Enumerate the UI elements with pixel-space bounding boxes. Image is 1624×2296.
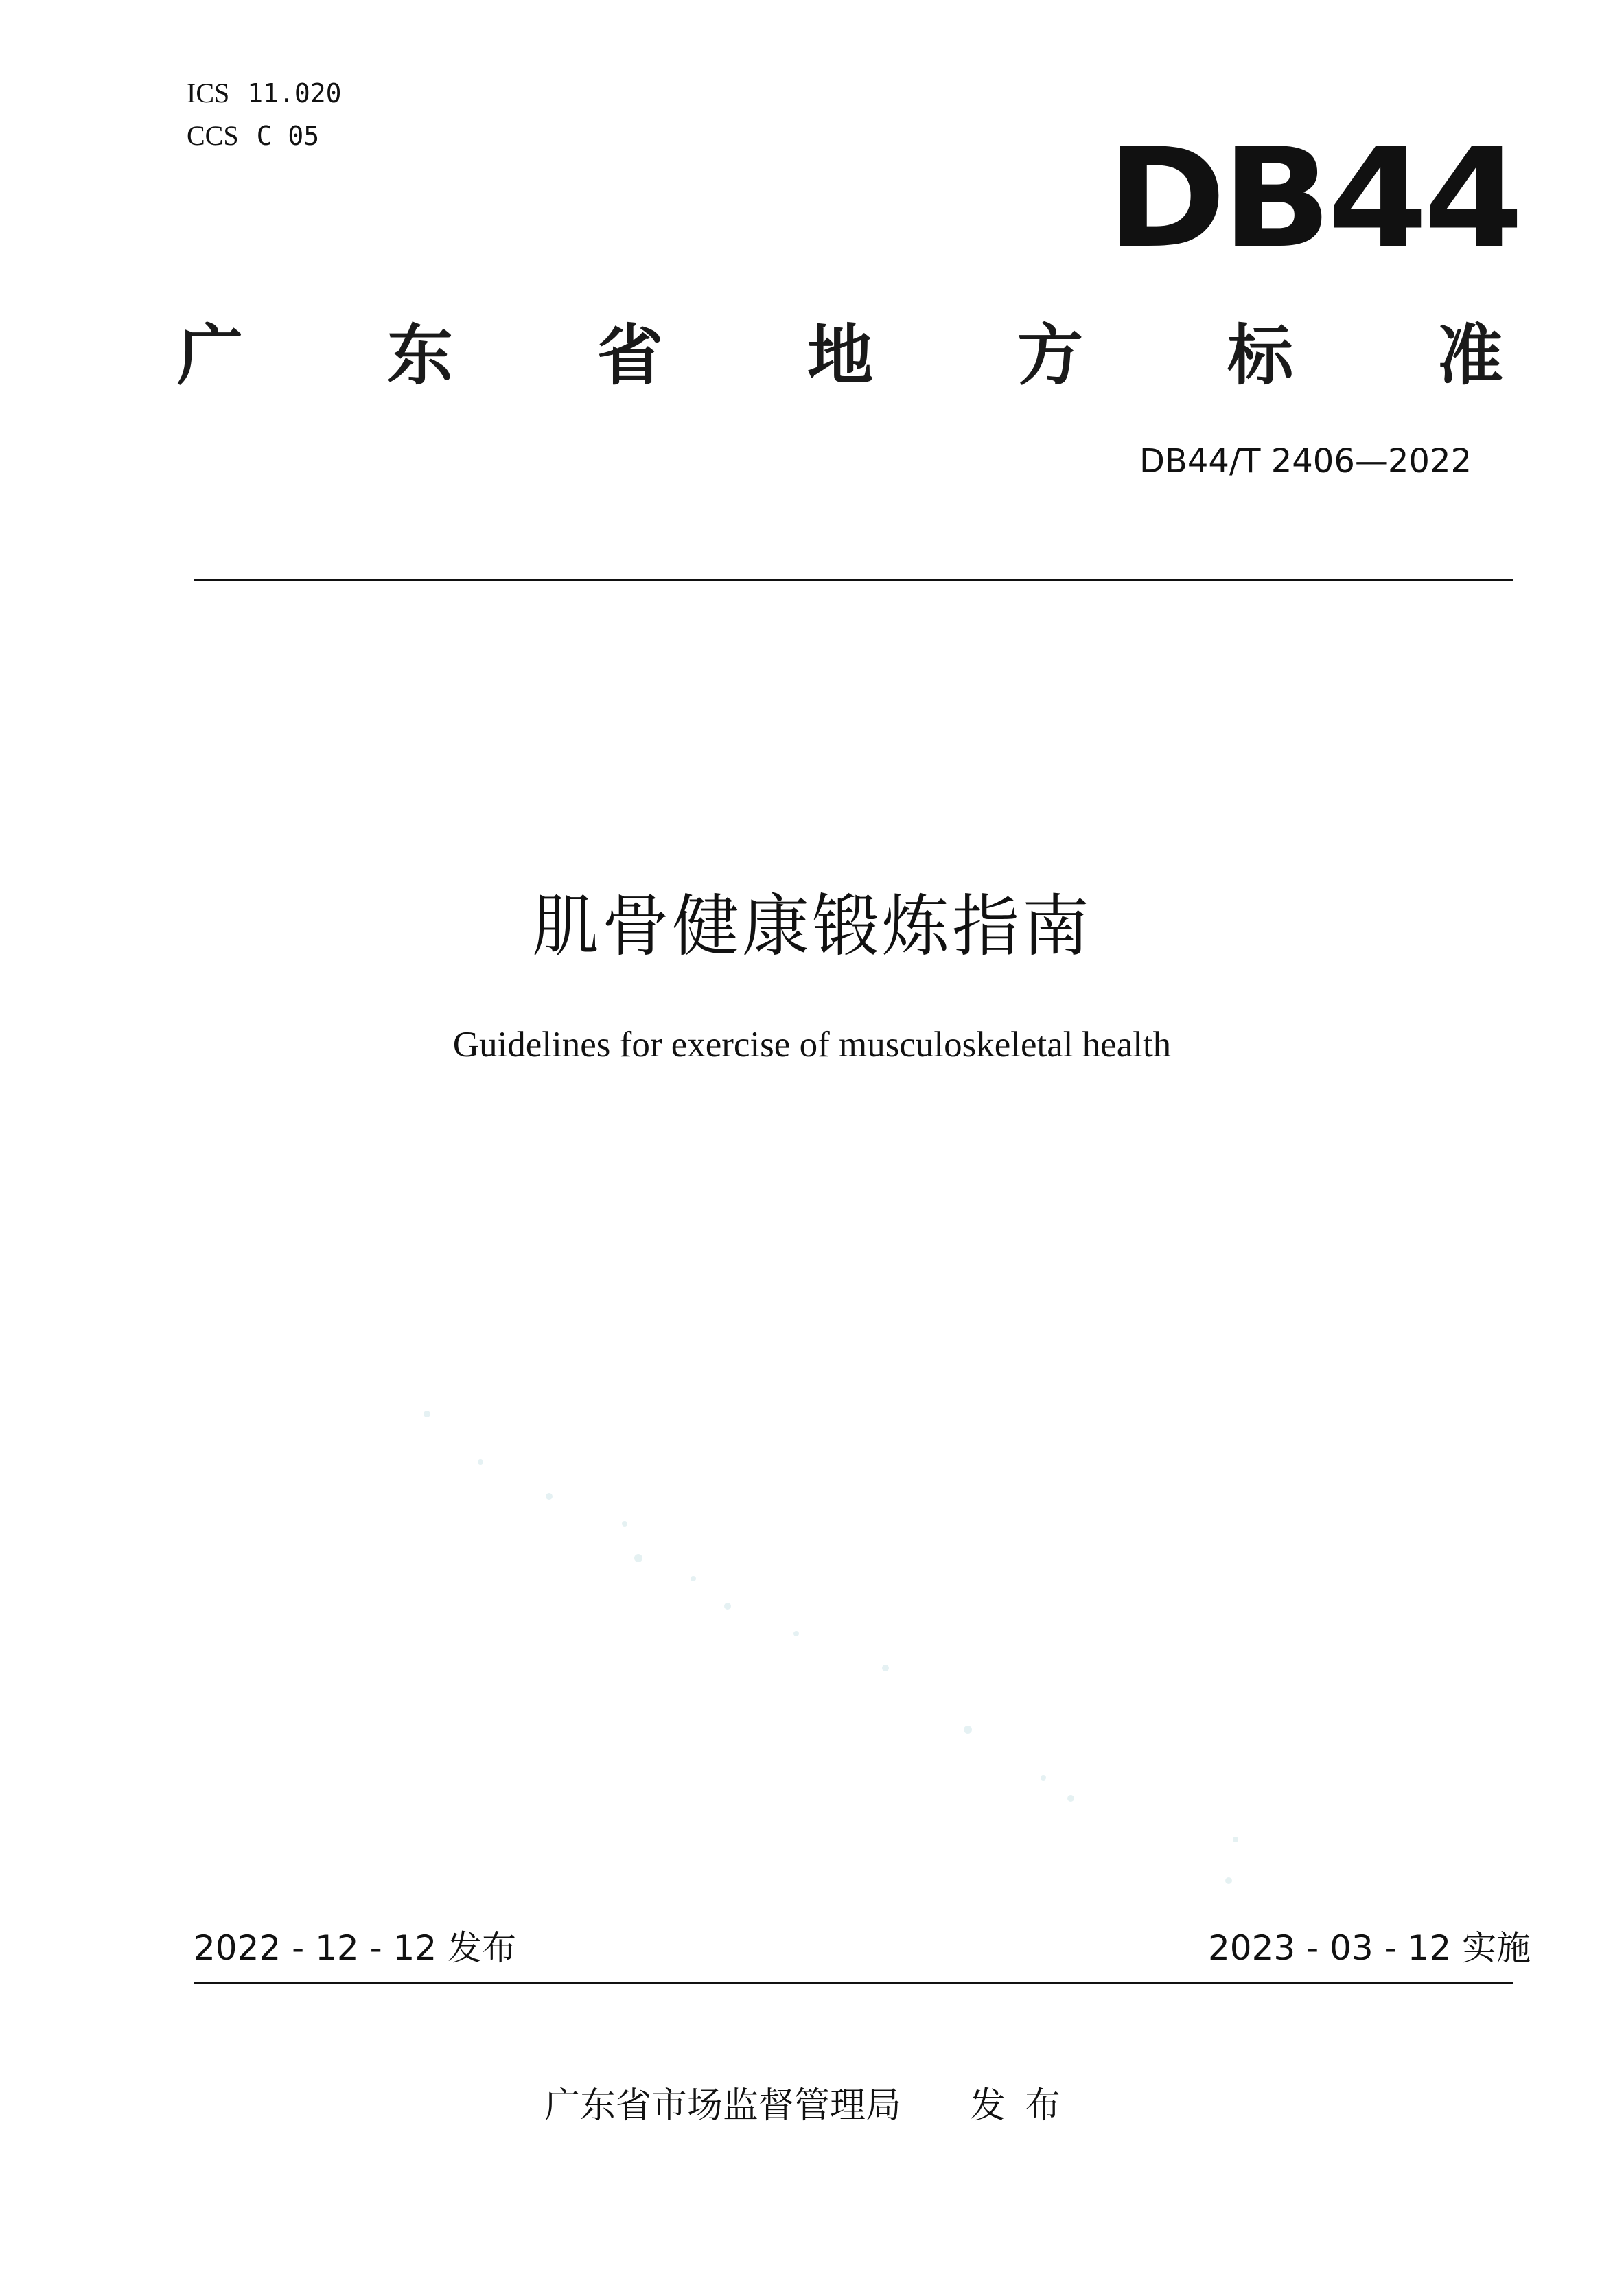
ccs-classification — [187, 119, 319, 152]
ics-code: 11.020 — [247, 78, 342, 108]
standard-type-char: 东 — [387, 317, 453, 394]
issuer-name: 广东省市场监督管理局 — [544, 2085, 901, 2126]
release-date: 2022 - 12 - 12 发布 — [194, 1928, 517, 1968]
standard-type-char: 地 — [807, 317, 873, 394]
ics-classification — [187, 77, 342, 110]
standard-type-char: 准 — [1437, 317, 1503, 394]
issuer-line — [0, 2084, 1624, 2128]
ccs-label: CCS — [187, 120, 239, 151]
standard-type-char: 广 — [177, 317, 243, 394]
issuer-action: 发布 — [970, 2085, 1080, 2126]
header-divider — [194, 579, 1513, 581]
standard-type-heading — [177, 308, 1503, 404]
ics-label: ICS — [187, 78, 230, 108]
standard-type-char: 标 — [1227, 317, 1293, 394]
document-title-zh: 肌骨健康锻炼指南 — [531, 888, 1092, 966]
document-title-en: Guidelines for exercise of musculoskeletal health — [452, 1025, 1172, 1065]
implementation-date: 2023 - 03 - 12 实施 — [1208, 1928, 1531, 1968]
standard-type-char: 方 — [1017, 317, 1083, 394]
standard-mark-logo: DB44 — [1106, 119, 1520, 279]
footer-divider — [194, 1982, 1513, 1984]
ccs-code: C 05 — [256, 121, 320, 151]
standard-number: DB44/T 2406—2022 — [1139, 442, 1472, 480]
standard-type-char: 省 — [597, 317, 663, 394]
